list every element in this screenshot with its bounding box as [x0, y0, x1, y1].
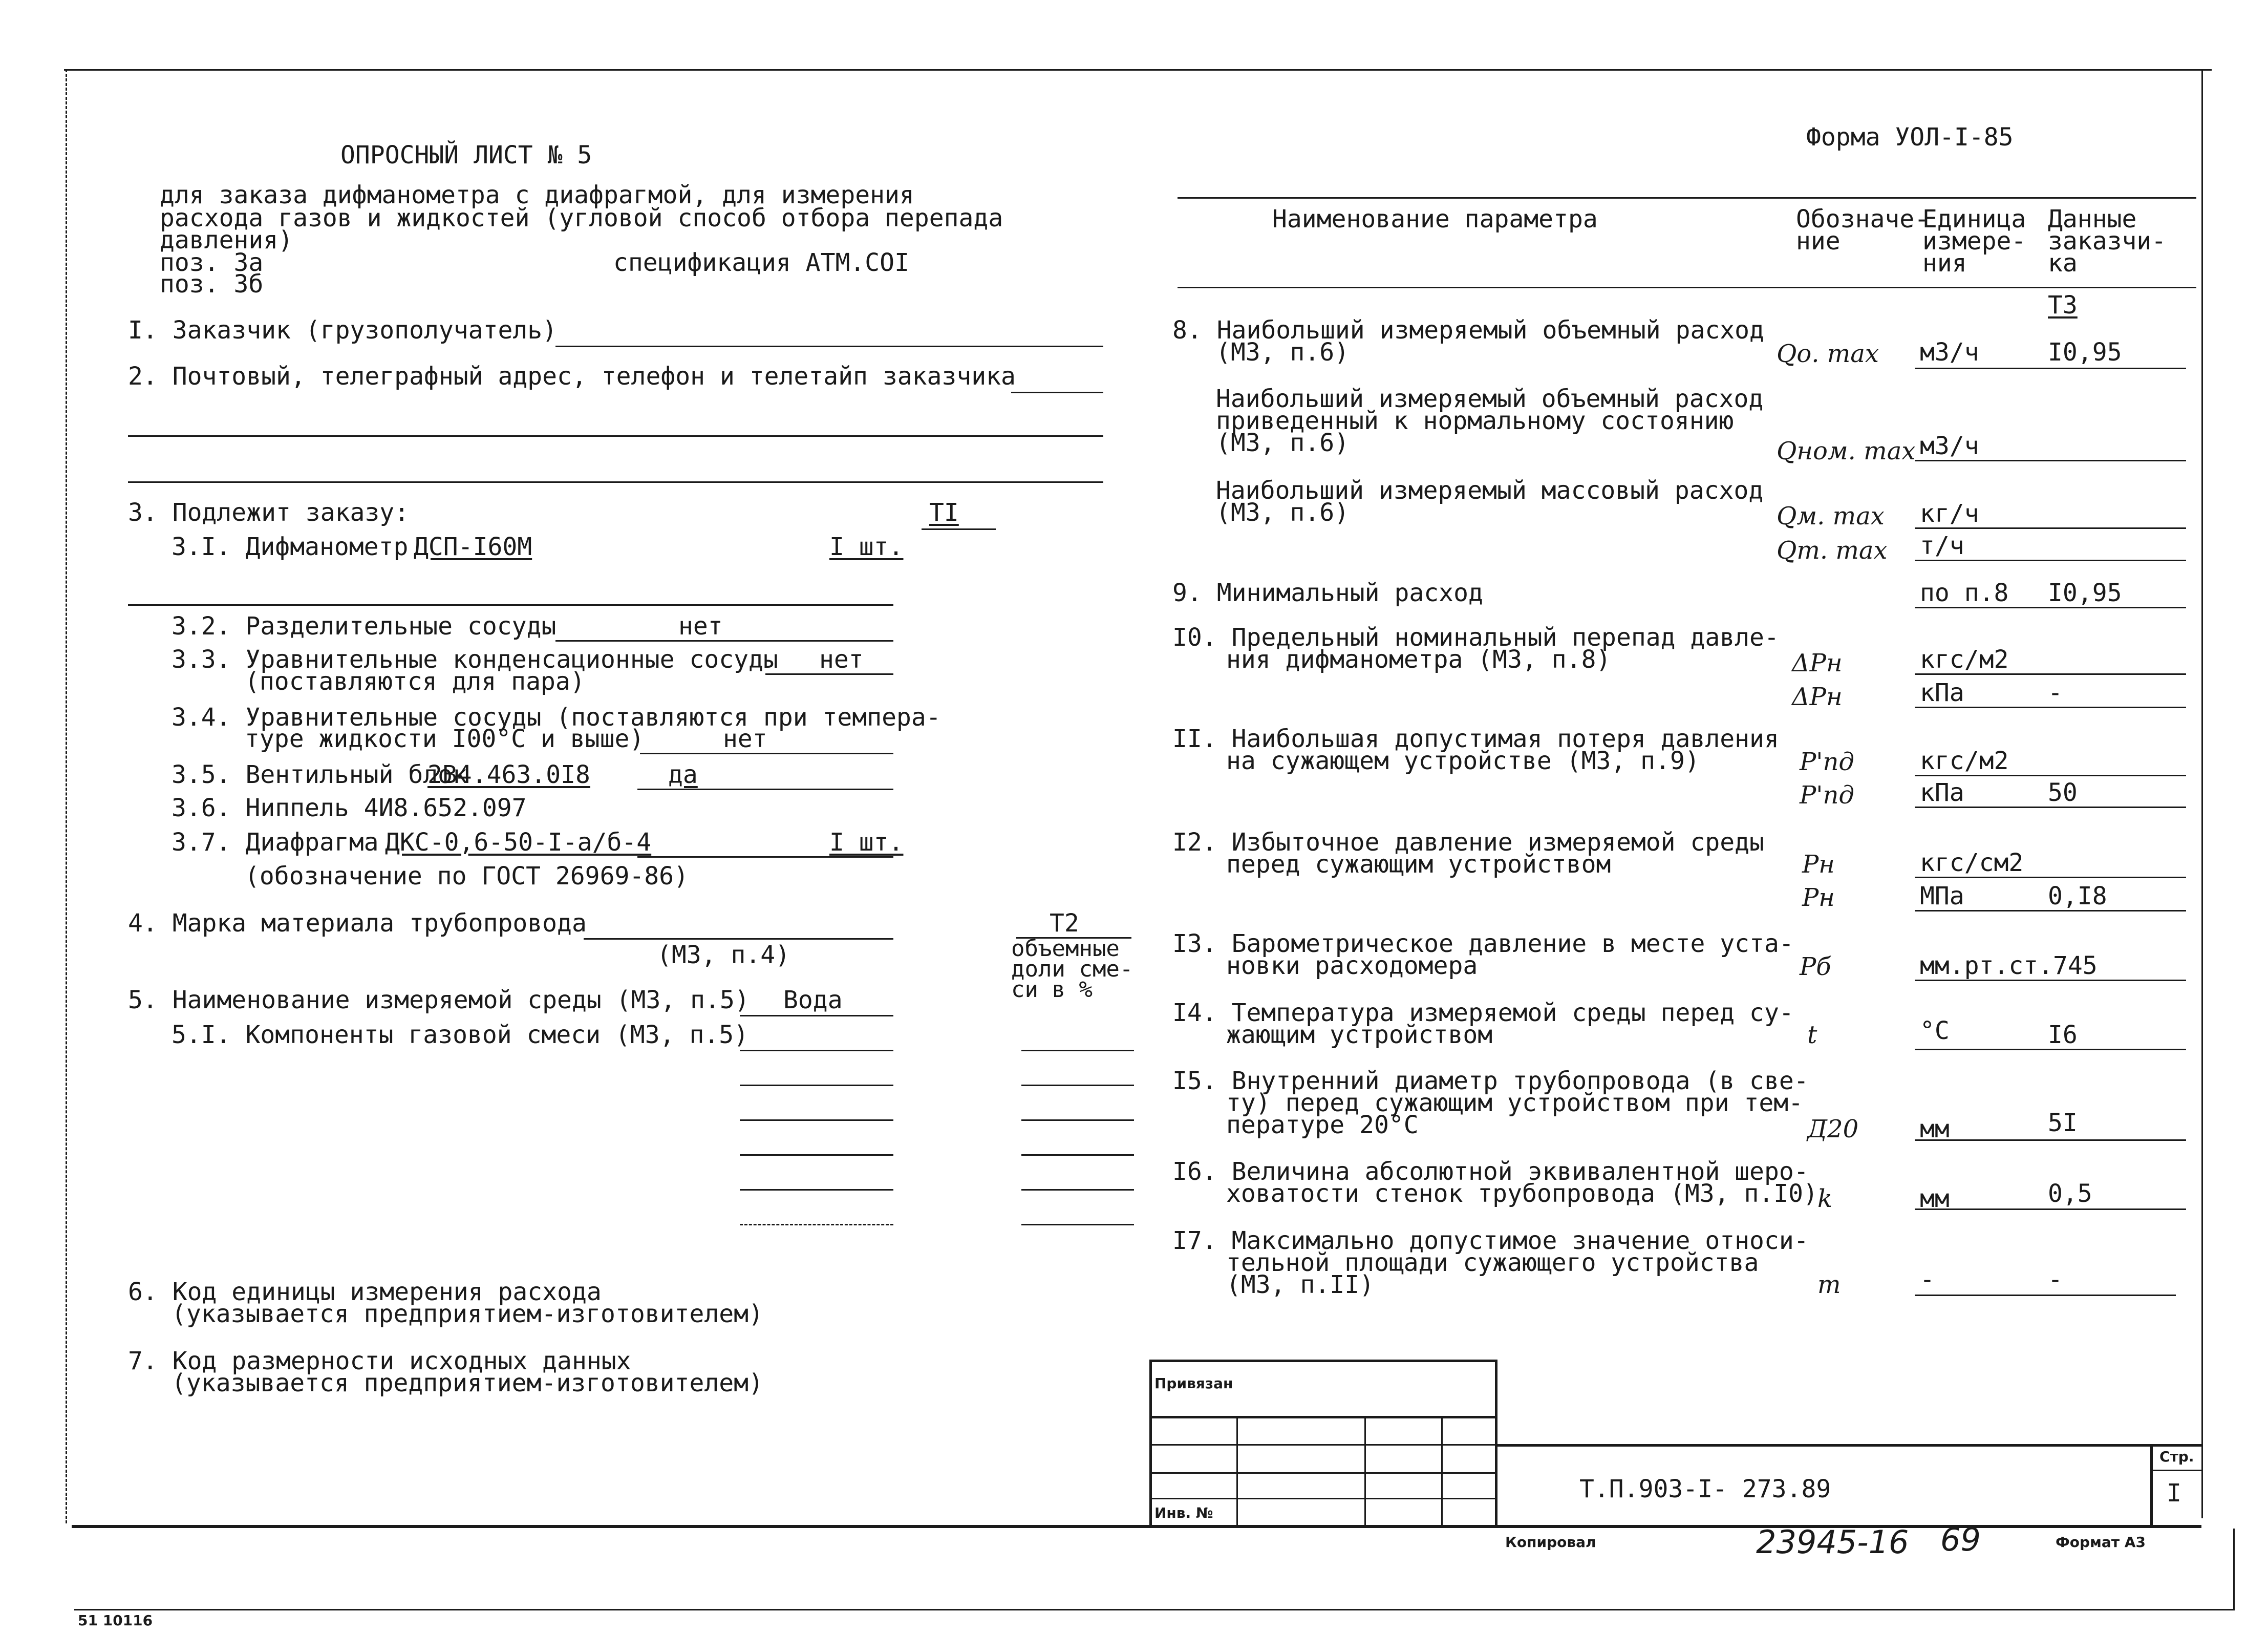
param-14-unit: °С	[1920, 1016, 1950, 1045]
param-15-line-1: I5. Внутренний диаметр трубопровода (в све-	[1172, 1067, 1809, 1095]
stamp-left	[1149, 1360, 1152, 1526]
item-3-4-field	[640, 753, 893, 754]
param-15-line-2: ту) перед сужающим устройством при тем-	[1226, 1089, 1804, 1117]
subtitle-line-1: для заказа дифманометра с диафрагмой, для измерения	[160, 181, 914, 209]
param-15-underline	[1915, 1139, 2186, 1141]
param-9-unit: по п.8	[1920, 579, 2009, 607]
tag-t1: TI	[929, 498, 959, 527]
param-16-underline	[1915, 1208, 2186, 1210]
item-3-4-label-1: 3.4. Уравнительные сосуды (поставляются при темпера-	[172, 703, 941, 732]
param-17-value[interactable]: -	[2048, 1265, 2063, 1294]
param-16-symbol: k	[1817, 1184, 1833, 1213]
param-8c-underline-1[interactable]	[1915, 527, 2186, 529]
item-3-3-field	[765, 673, 893, 675]
item-2-field-line-2[interactable]	[128, 435, 1103, 437]
param-12-unit-2: МПа	[1920, 882, 1964, 910]
param-16-unit: мм	[1920, 1184, 1950, 1213]
item-3-order: 3. Подлежит заказу:	[128, 498, 410, 527]
item-3-7-note: (обозначение по ГОСТ 26969-86)	[245, 862, 689, 890]
param-11-line-1: II. Наибольшая допустимая потеря давления	[1172, 725, 1779, 753]
item-5-value[interactable]: Вода	[783, 986, 843, 1014]
param-17-unit: -	[1920, 1265, 1935, 1294]
kopiroval-label: Копировал	[1505, 1534, 1596, 1551]
item-3-6: 3.6. Ниппель 4И8.652.097	[172, 794, 527, 822]
param-9-underline	[1915, 607, 2186, 608]
param-9-value[interactable]: I0,95	[2048, 579, 2122, 607]
item-7-line-1: 7. Код размерности исходных данных	[128, 1347, 631, 1375]
param-10-line-1: I0. Предельный номинальный перепад давле-	[1172, 623, 1779, 652]
item-3-7-label: 3.7. Диафрагма	[172, 828, 379, 857]
param-16-line-1: I6. Величина абсолютной эквивалентной шеро-	[1172, 1157, 1809, 1186]
param-10-symbol-2: ΔPн	[1792, 683, 1843, 711]
item-3-1-label: 3.I. Дифманометр	[172, 533, 409, 561]
param-8c-line-2: (М3, п.6)	[1216, 498, 1350, 527]
t1-line	[922, 528, 996, 530]
param-12-unit-1: кгс/см2	[1920, 849, 2024, 877]
subtitle-line-3: давления)	[160, 226, 293, 255]
item-4-ref: (М3, п.4)	[657, 941, 790, 969]
header-name: Наименование параметра	[1272, 205, 1598, 234]
param-8a-line-2: (М3, п.6)	[1216, 338, 1350, 367]
param-8b-symbol: Qном. max	[1777, 437, 1916, 465]
item-6-line-1: 6. Код единицы измерения расхода	[128, 1278, 602, 1306]
param-11-unit-2: кПа	[1920, 778, 1964, 807]
page-label: Стр.	[2159, 1448, 2194, 1465]
param-8b-line-2: приведенный к нормальному состоянию	[1216, 407, 1734, 435]
gas-component-field[interactable]	[740, 1050, 893, 1051]
param-14-value[interactable]: I6	[2048, 1021, 2078, 1049]
stamp-col-2	[1364, 1416, 1366, 1526]
param-8a-line-1: 8. Наибольший измеряемый объемный расход	[1172, 316, 1764, 345]
param-11-line-2: на сужающем устройстве (М3, п.9)	[1226, 747, 1700, 775]
param-16-line-2: ховатости стенок трубопровода (М3, п.I0)	[1226, 1179, 1818, 1208]
param-14-underline	[1915, 1049, 2186, 1050]
param-17-line-1: I7. Максимально допустимое значение относи-	[1172, 1226, 1809, 1255]
item-2-address: 2. Почтовый, телеграфный адрес, телефон и телетайп заказчика	[128, 362, 1016, 391]
param-15-unit: мм	[1920, 1115, 1950, 1143]
page-title: ОПРОСНЫЙ ЛИСТ № 5	[340, 141, 592, 169]
param-10-value-2[interactable]: -	[2048, 678, 2063, 707]
param-8c-underline-2[interactable]	[1915, 560, 2186, 561]
param-16-value[interactable]: 0,5	[2048, 1179, 2092, 1208]
form-label: Форма УОЛ-I-85	[1806, 123, 2014, 152]
item-5-1-label: 5.I. Компоненты газовой смеси (М3, п.5)	[172, 1021, 749, 1049]
gas-component-field[interactable]	[740, 1224, 893, 1225]
param-10-unit-2: кПа	[1920, 678, 1964, 707]
param-14-line-1: I4. Температура измеряемой среды перед су-	[1172, 999, 1794, 1027]
stamp-col-3	[1441, 1416, 1443, 1526]
page-number: I	[2167, 1479, 2181, 1508]
specification: спецификация АТМ.СОI	[613, 248, 909, 277]
item-3-7-qty: I шт.	[829, 828, 904, 857]
subtitle-line-2: расхода газов и жидкостей (угловой способ отбора перепада	[160, 204, 1003, 232]
param-8a-unit: м3/ч	[1920, 338, 1979, 367]
param-11-underline-2	[1915, 807, 2186, 808]
item-3-3-label-1: 3.3. Уравнительные конденсационные сосуды	[172, 645, 778, 674]
item-3-2-field	[555, 640, 893, 642]
item-6-line-2: (указывается предприятием-изготовителем)	[172, 1300, 763, 1328]
item-1-customer: I. Заказчик (грузополучатель)	[128, 316, 558, 345]
param-10-underline-1[interactable]	[1915, 673, 2186, 675]
page-box-divider	[2150, 1470, 2201, 1471]
header-data-1: Данные	[2048, 205, 2137, 234]
gas-fraction-field[interactable]	[1021, 1050, 1134, 1051]
item-3-7-value[interactable]: ДКС-0,6-50-I-а/б-4	[385, 828, 652, 857]
stamp-divider	[1495, 1360, 1497, 1526]
header-unit-3: ния	[1922, 249, 1967, 278]
param-13-underline	[1915, 980, 2186, 981]
page-box-left	[2150, 1444, 2153, 1526]
handwritten-number: 23945-16	[1756, 1523, 1909, 1561]
stamp-top	[1149, 1360, 1497, 1362]
param-8b-line-3: (М3, п.6)	[1216, 429, 1350, 457]
item-3-2-value[interactable]: нет	[678, 612, 723, 641]
param-17-symbol: m	[1817, 1270, 1841, 1299]
param-13-unit: мм.рт.ст.	[1920, 951, 2053, 980]
item-3-4-label-2: туре жидкости I00°С и выше)	[245, 725, 645, 753]
param-10-symbol-1: ΔPн	[1792, 649, 1843, 677]
param-12-line-2: перед сужающим устройством	[1226, 850, 1611, 879]
param-8c-unit-2: т/ч	[1920, 532, 1964, 560]
tag-t3: T3	[2048, 291, 2078, 320]
header-data-3: ка	[2048, 249, 2078, 278]
item-5-field	[740, 1015, 893, 1016]
stamp-col-1	[1236, 1416, 1238, 1526]
item-3-4-value[interactable]: нет	[723, 725, 767, 753]
item-3-7-field	[637, 856, 893, 858]
param-12-underline-2	[1915, 910, 2186, 911]
param-11-symbol-1: P'пд	[1800, 748, 1854, 776]
gas-component-field[interactable]	[740, 1189, 893, 1191]
item-2-field[interactable]	[1011, 392, 1103, 393]
header-unit-2: измере-	[1922, 227, 2026, 256]
document-number: Т.П.903-I- 273.89	[1579, 1475, 1831, 1503]
param-13-line-2: новки расходомера	[1226, 951, 1478, 980]
stamp-row-3	[1149, 1472, 1496, 1474]
param-11-underline-1[interactable]	[1915, 775, 2186, 776]
param-14-line-2: жающим устройством	[1226, 1021, 1493, 1049]
t2-note-2: доли сме-	[1011, 956, 1133, 982]
item-3-1-value[interactable]: ДСП-I60М	[414, 533, 532, 561]
stamp-inv: Инв. №	[1154, 1504, 1213, 1521]
gas-fraction-field[interactable]	[1021, 1154, 1134, 1156]
gas-component-field[interactable]	[740, 1085, 893, 1086]
param-12-line-1: I2. Избыточное давление измеряемой среды	[1172, 828, 1764, 857]
table-top-line	[1178, 197, 2196, 199]
table-header-bottom-line	[1178, 287, 2196, 288]
item-2-field-line-3[interactable]	[128, 481, 1103, 483]
param-17-underline	[1915, 1295, 2176, 1296]
item-3-1-extra-line[interactable]	[128, 604, 893, 606]
handwritten-page: 69	[1940, 1521, 1981, 1558]
param-13-value[interactable]: 745	[2053, 951, 2098, 980]
item-3-5-field	[637, 789, 893, 790]
param-10-line-2: ния дифманометра (М3, п.8)	[1226, 645, 1611, 674]
param-15-line-3: пературе 20°С	[1226, 1111, 1419, 1139]
item-1-field[interactable]	[555, 346, 1103, 347]
param-8b-underline[interactable]	[1915, 460, 2186, 461]
sheet-right	[2233, 1529, 2235, 1610]
format-label: Формат А3	[2056, 1534, 2146, 1551]
t2-note-3: си в %	[1011, 977, 1093, 1003]
stamp-privyazan: Привязан	[1154, 1375, 1233, 1392]
param-8c-line-1: Наибольший измеряемый массовый расход	[1216, 476, 1764, 505]
param-15-symbol: Д20	[1807, 1115, 1859, 1143]
param-12-value-2[interactable]: 0,I8	[2048, 882, 2107, 910]
item-3-3-value[interactable]: нет	[819, 645, 864, 674]
frame-right	[2201, 69, 2203, 1518]
title-block-top	[1495, 1444, 2201, 1447]
param-11-symbol-2: P'пд	[1800, 781, 1854, 810]
param-8a-underline	[1915, 368, 2186, 369]
gas-fraction-field[interactable]	[1021, 1119, 1134, 1121]
position-a: поз. 3а	[160, 248, 264, 277]
item-3-5-value[interactable]: 2В4.463.0I8	[427, 760, 590, 789]
param-9-line-1: 9. Минимальный расход	[1172, 579, 1483, 607]
item-7-line-2: (указывается предприятием-изготовителем)	[172, 1369, 763, 1397]
gas-fraction-field[interactable]	[1021, 1224, 1134, 1225]
param-8a-symbol: Qо. max	[1777, 340, 1879, 368]
corner-code: 51 10116	[78, 1612, 153, 1629]
stamp-row-2	[1149, 1444, 1496, 1446]
param-11-value-2[interactable]: 50	[2048, 778, 2078, 807]
param-12-symbol-2: Pн	[1802, 883, 1835, 912]
gas-component-field[interactable]	[740, 1119, 893, 1121]
param-8c-unit-1: кг/ч	[1920, 499, 1979, 528]
param-12-underline-1[interactable]	[1915, 877, 2186, 878]
param-10-underline-2	[1915, 707, 2186, 708]
frame-top	[64, 69, 2212, 71]
header-data-2: заказчи-	[2048, 227, 2167, 256]
param-15-value[interactable]: 5I	[2048, 1109, 2078, 1137]
item-3-2-label: 3.2. Разделительные сосуды	[172, 612, 557, 641]
frame-left	[66, 69, 67, 1523]
param-13-line-1: I3. Барометрическое давление в месте уста-	[1172, 929, 1794, 958]
param-8c-symbol-1: Qм. max	[1777, 502, 1885, 531]
stamp-row-4	[1149, 1498, 1496, 1499]
header-symbol-1: Обозначе-	[1796, 205, 1930, 234]
param-8b-unit: м3/ч	[1920, 432, 1979, 460]
header-unit-1: Единица	[1922, 205, 2026, 234]
param-17-line-2: тельной площади сужающего устройства	[1226, 1248, 1759, 1277]
header-symbol-2: ние	[1796, 227, 1841, 256]
param-11-unit-1: кгс/м2	[1920, 747, 2009, 775]
position-b: поз. 3б	[160, 270, 264, 299]
item-4-label: 4. Марка материала трубопровода	[128, 909, 587, 938]
t2-note-1: объемные	[1011, 936, 1120, 962]
param-17-line-3: (М3, п.II)	[1226, 1270, 1374, 1299]
param-8c-symbol-2: Qm. max	[1777, 536, 1888, 565]
gas-fraction-field[interactable]	[1021, 1085, 1134, 1086]
tag-t2: T2	[1050, 909, 1079, 938]
item-3-3-label-2: (поставляются для пара)	[245, 667, 585, 696]
sheet-bottom	[74, 1609, 2235, 1610]
param-12-symbol-1: Pн	[1802, 850, 1835, 879]
param-8a-value[interactable]: I0,95	[2048, 338, 2122, 367]
param-14-symbol: t	[1807, 1021, 1817, 1049]
item-5-label: 5. Наименование измеряемой среды (М3, п.5)	[128, 986, 750, 1014]
item-3-5-label: 3.5. Вентильный блок	[172, 760, 467, 789]
stamp-row-1	[1149, 1416, 1496, 1418]
param-8b-line-1: Наибольший измеряемый объемный расход	[1216, 385, 1764, 413]
gas-component-field[interactable]	[740, 1154, 893, 1156]
item-3-1-qty: I шт.	[829, 533, 904, 561]
param-10-unit-1: кгс/м2	[1920, 645, 2009, 674]
item-4-field[interactable]	[584, 938, 893, 940]
gas-fraction-field[interactable]	[1021, 1189, 1134, 1191]
param-13-symbol: Pб	[1800, 952, 1831, 981]
item-3-5-value-2[interactable]: да	[668, 760, 698, 789]
